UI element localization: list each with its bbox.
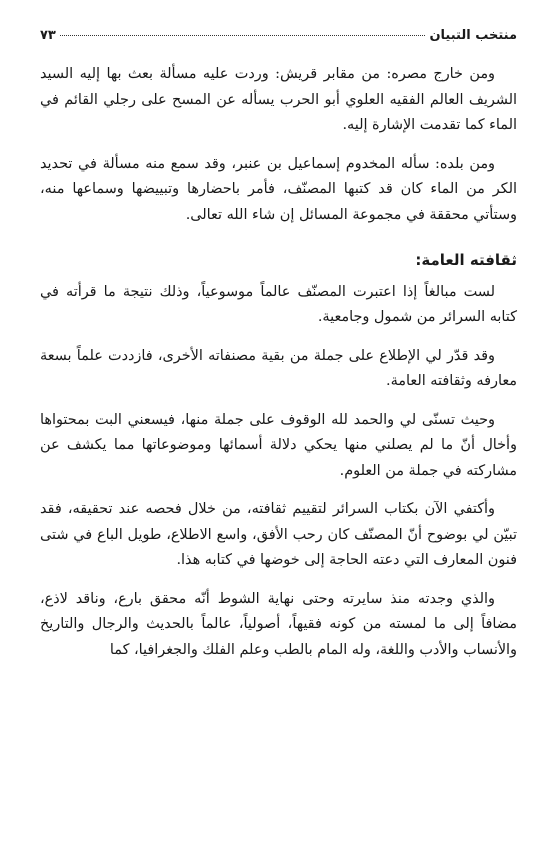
section-heading: ثقافته العامة: [415,251,517,269]
paragraph: وقد قدّر لي الإطلاع على جملة من بقية مصنفاته الأخرى، فازددت علماً بسعة معارفه وثقافته العامة. [40,347,517,389]
paragraph: ومن بلده: سأله المخدوم إسماعيل بن عنبر، وقد سمع منه مسألة في تحديد الكر من الماء كان قد كتبها المصنّف، فأمر باحضارها وتبييضها وسماعها منه، وستأتي محققة في مجموعة المسائل إن شاء الله تعالى. [40,155,517,223]
paragraph: ومن خارج مصره: من مقابر قريش: وردت عليه مسألة بعث بها إليه السيد الشريف العالم الفقيه العلوي أبو الحرب يسأله عن المسح على رجلي القائم في الماء كما تقدمت الإشارة إليه. [40,66,517,133]
running-header [40,28,517,48]
paragraph: لست مبالغاً إذا اعتبرت المصنّف عالماً موسوعياً، وذلك نتيجة ما قرأته في كتابه السرائر من شمول وجامعية. [40,283,517,325]
dotted-leader [60,25,426,36]
paragraph: وحيث تسنّى لي والحمد لله الوقوف على جملة منها، فيسعني البت بمحتواها وأخال أنّ ما لم يصلني منها يحكي دلالة أسمائها وموضوعاتها مما يكشف عن مشاركته في جملة من العلوم. [40,411,517,479]
page-number: ٧٣ [40,28,56,43]
page-body [40,62,517,676]
paragraph: والذي وجدته منذ سايرته وحتى نهاية الشوط أنّه محقق بارع، وناقد لاذع، مضافاً إلى ما لمسته من كونه فقيهاً، أصولياً، عالماً بالحديث والرجال والتاريخ والأنساب والأدب واللغة، وله المام بالطب وعلم الفلك والجغرافيا، كما [40,590,517,658]
book-title: منتخب التبيان [429,28,517,43]
paragraph: وأكتفي الآن بكتاب السرائر لتقييم ثقافته، من خلال فحصه عند تحقيقه، فقد تبيّن لي بوضوح أنّ المصنّف كان رحب الأفق، واسع الاطلاع، طويل الباع في شتى فنون المعارف التي دعته الحاجة إلى خوضها في كتابه هذا. [40,501,517,568]
